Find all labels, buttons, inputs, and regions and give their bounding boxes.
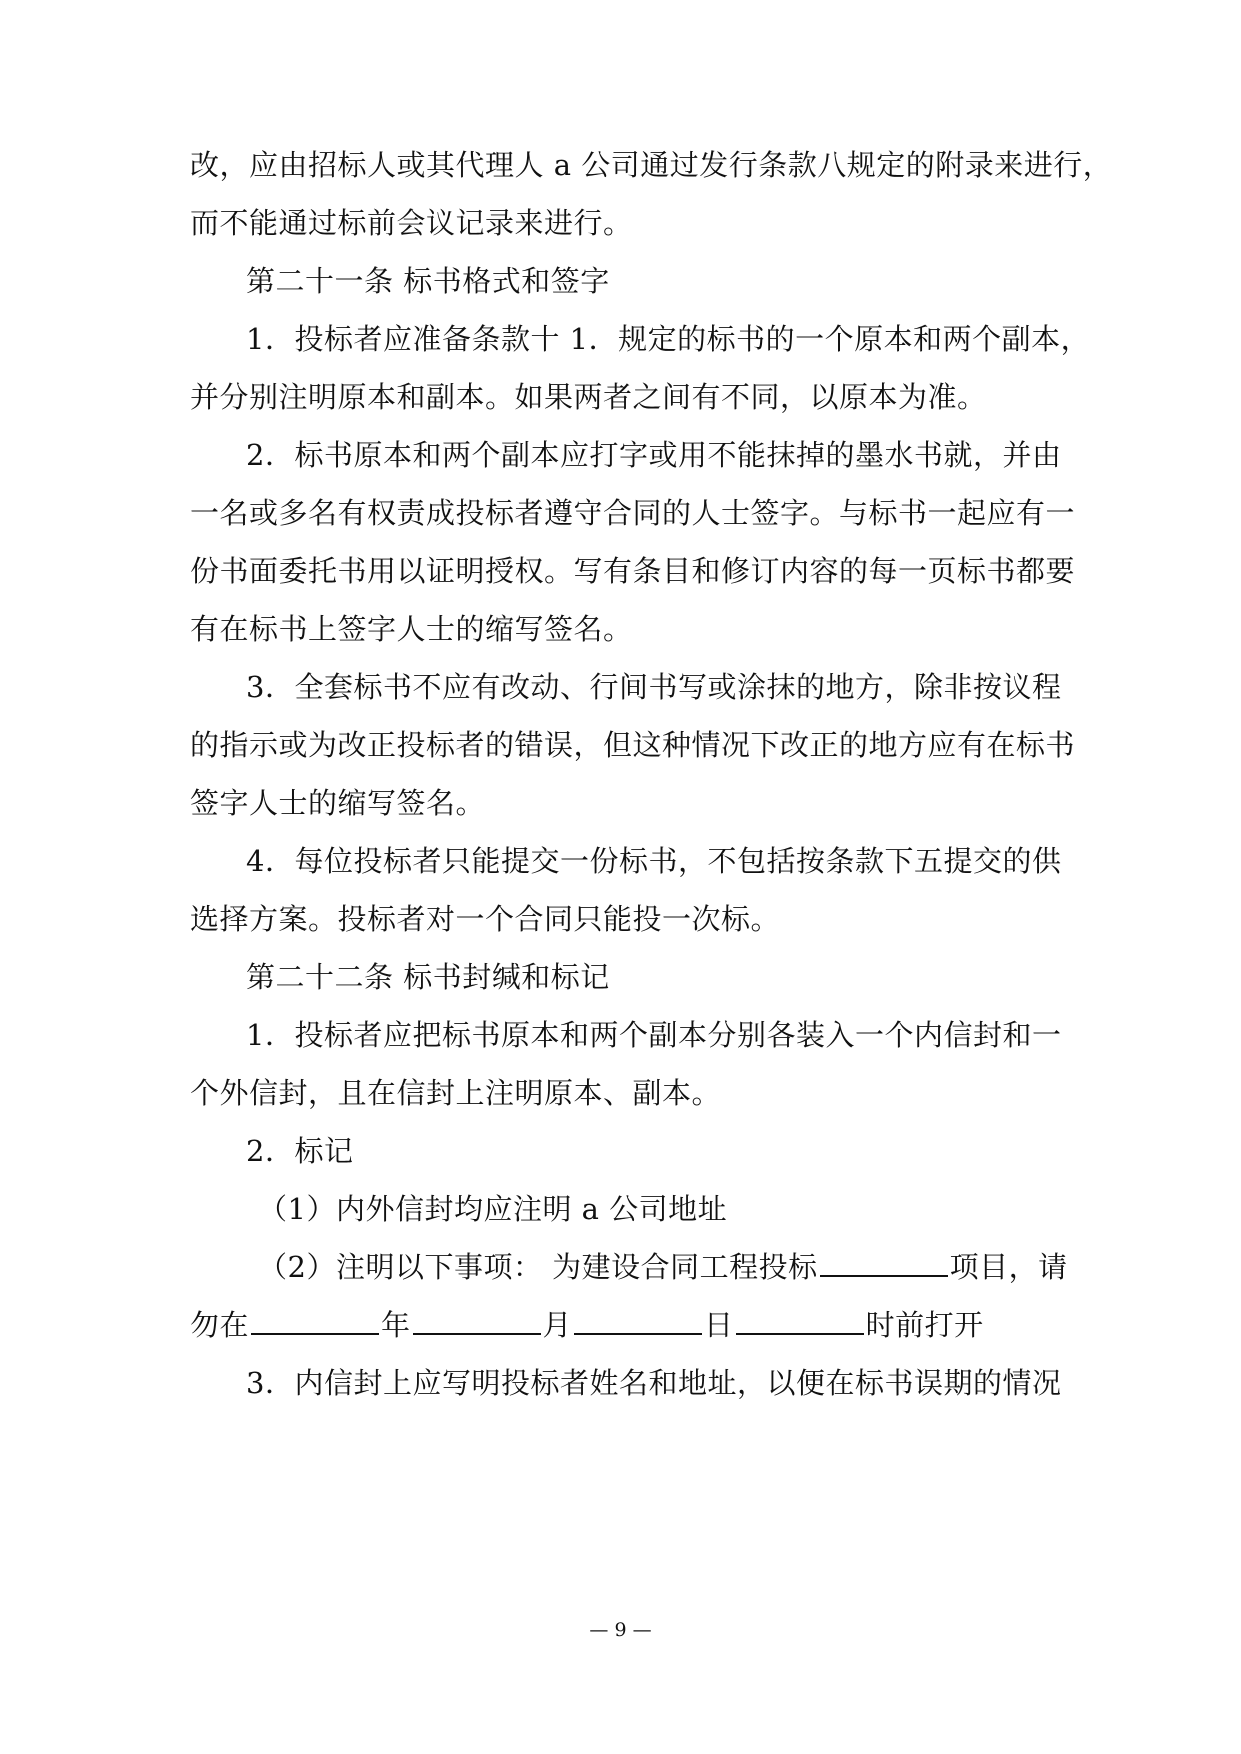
body-text-line: 1．投标者应把标书原本和两个副本分别各装入一个内信封和一	[246, 1018, 1062, 1052]
year-label: 年	[381, 1308, 411, 1342]
body-text-line: 2．标书原本和两个副本应打字或用不能抹掉的墨水书就，并由	[246, 438, 1062, 472]
body-text-line: 签字人士的缩写签名。	[190, 786, 486, 820]
body-text-line: 个外信封，且在信封上注明原本、副本。	[190, 1076, 722, 1110]
body-text-line: 3．全套标书不应有改动、行间书写或涂抹的地方，除非按议程	[246, 670, 1062, 704]
body-text-line: 的指示或为改正投标者的错误，但这种情况下改正的地方应有在标书	[190, 728, 1076, 762]
day-blank[interactable]	[574, 1307, 702, 1335]
body-text-line: 有在标书上签字人士的缩写签名。	[190, 612, 633, 646]
date-suffix: 时前打开	[865, 1308, 984, 1342]
body-text-line: 一名或多名有权责成投标者遵守合同的人士签字。与标书一起应有一	[190, 496, 1076, 530]
marking-line	[258, 1247, 1068, 1287]
date-line	[190, 1305, 1060, 1345]
year-blank[interactable]	[251, 1307, 379, 1335]
body-text-line: 4．每位投标者只能提交一份标书，不包括按条款下五提交的供	[246, 844, 1062, 878]
day-label: 日	[704, 1308, 734, 1342]
section-heading: 第二十一条 标书格式和签字	[246, 264, 610, 298]
body-text-line: （1）内外信封均应注明 a 公司地址	[258, 1192, 728, 1226]
marking-text: （2）注明以下事项： 为建设合同工程投标	[258, 1250, 818, 1284]
fill-in-blank[interactable]	[820, 1249, 948, 1277]
month-label: 月	[542, 1308, 573, 1342]
body-text-line: 选择方案。投标者对一个合同只能投一次标。	[190, 902, 781, 936]
body-text-line: 份书面委托书用以证明授权。写有条目和修订内容的每一页标书都要	[190, 554, 1076, 588]
body-text-line: 1．投标者应准备条款十 1．规定的标书的一个原本和两个副本，	[246, 322, 1091, 356]
body-text-line: 3．内信封上应写明投标者姓名和地址，以便在标书误期的情况	[246, 1366, 1062, 1400]
section-heading: 第二十二条 标书封缄和标记	[246, 960, 610, 994]
hour-blank[interactable]	[736, 1307, 864, 1335]
month-blank[interactable]	[413, 1307, 541, 1335]
body-text-line: 2．标记	[246, 1134, 354, 1168]
date-prefix: 勿在	[190, 1308, 250, 1342]
body-text-line: 并分别注明原本和副本。如果两者之间有不同，以原本为准。	[190, 380, 987, 414]
body-text-line: 而不能通过标前会议记录来进行。	[190, 206, 633, 240]
page-number: — 9 —	[589, 1619, 652, 1641]
body-text-line: 改，应由招标人或其代理人 a 公司通过发行条款八规定的附录来进行，	[190, 148, 1113, 182]
marking-text: 项目，请	[949, 1250, 1068, 1284]
